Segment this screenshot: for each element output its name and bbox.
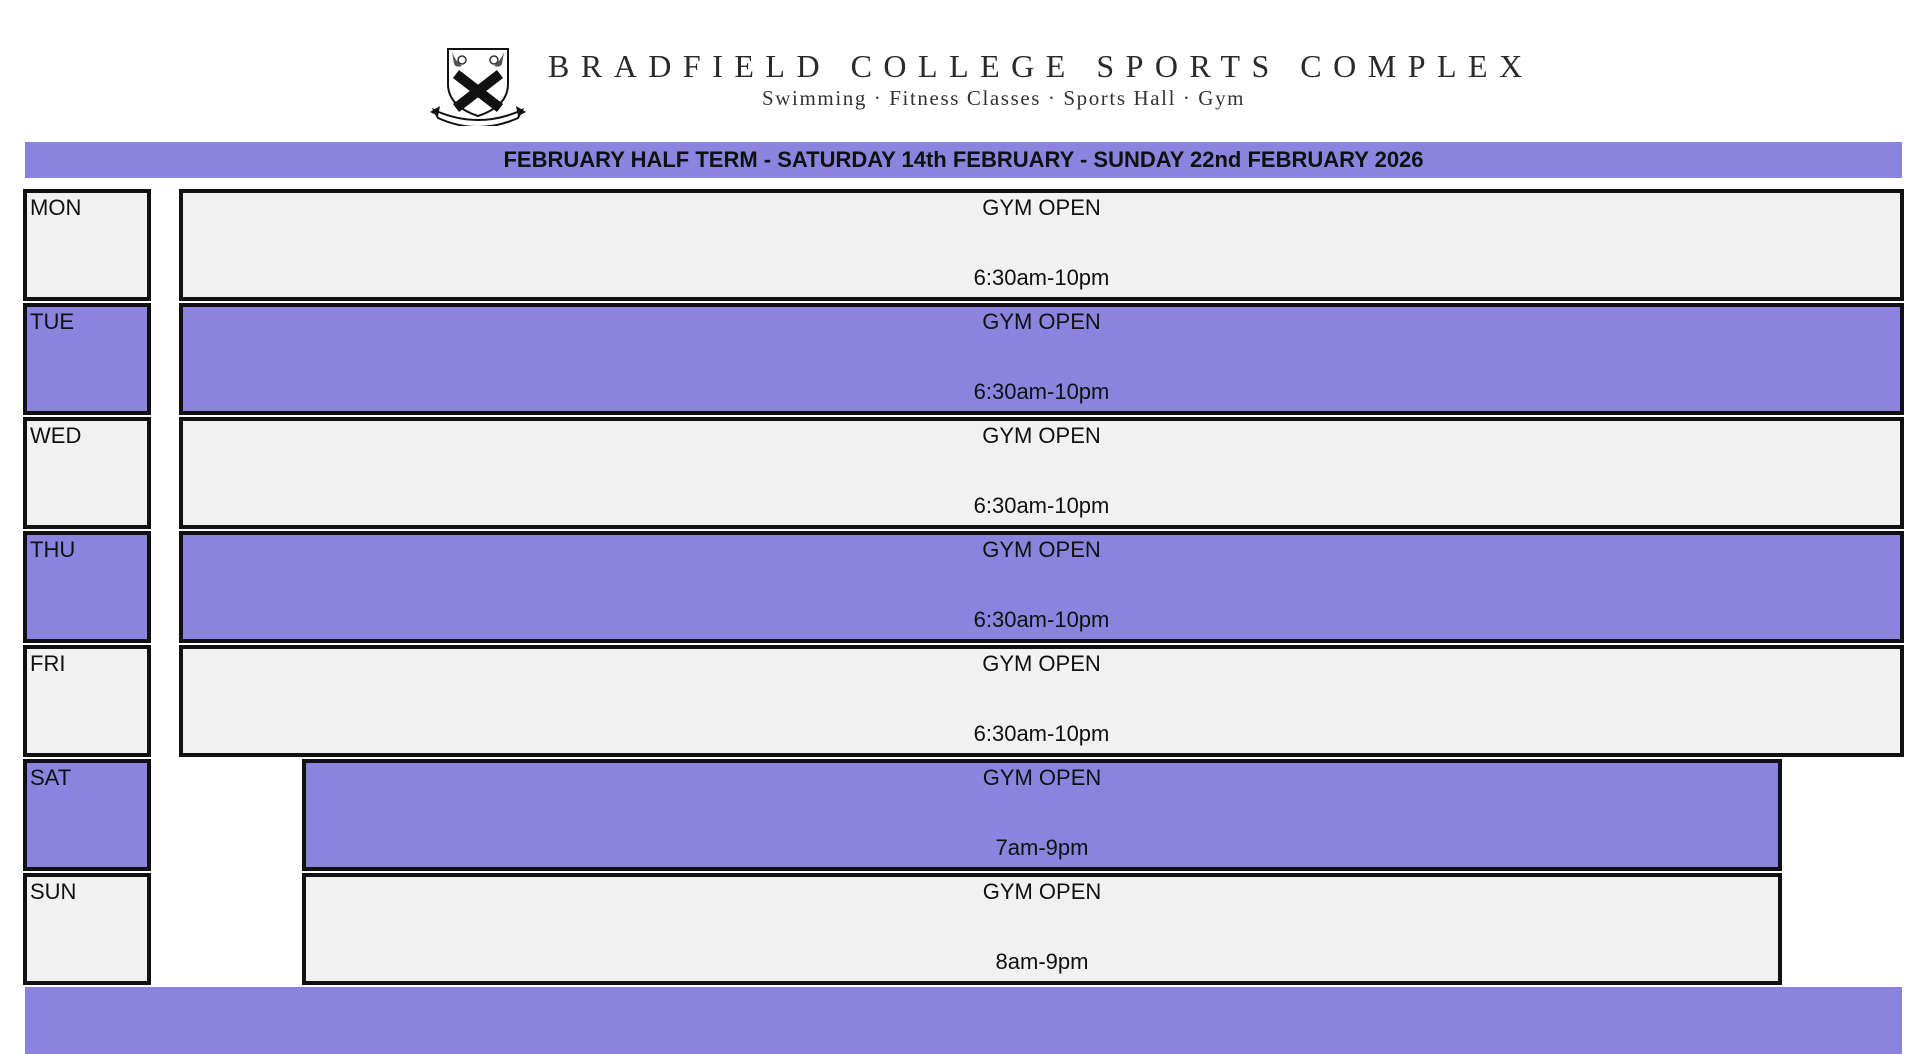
page-header (0, 0, 1920, 140)
day-box-mon (23, 189, 151, 301)
day-label: SUN (30, 879, 77, 904)
slot-hours: 6:30am-10pm (973, 607, 1110, 632)
day-label: SAT (30, 765, 72, 790)
slot-hours: 6:30am-10pm (973, 493, 1110, 518)
schedule-slot-wed (179, 417, 1904, 529)
slot-hours: 6:30am-10pm (973, 379, 1110, 404)
day-label: FRI (30, 651, 66, 676)
slot-activity: GYM OPEN (982, 309, 1101, 334)
day-label: WED (30, 423, 82, 448)
day-box-tue (23, 303, 151, 415)
slot-hours: 7am-9pm (995, 835, 1089, 860)
slot-activity: GYM OPEN (982, 651, 1101, 676)
schedule-slot-sat (302, 759, 1782, 871)
term-title-bar: FEBRUARY HALF TERM - SATURDAY 14th FEBRUARY - SUNDAY 22nd FEBRUARY 2026 (25, 142, 1902, 178)
day-box-wed (23, 417, 151, 529)
day-label: THU (30, 537, 76, 562)
slot-hours: 6:30am-10pm (973, 721, 1110, 746)
schedule-slot-mon (179, 189, 1904, 301)
day-box-sun (23, 873, 151, 985)
schedule-slot-tue (179, 303, 1904, 415)
slot-activity: GYM OPEN (982, 537, 1101, 562)
college-crest-logo (428, 44, 528, 126)
slot-activity: GYM OPEN (982, 195, 1101, 220)
brand-title: BRADFIELD COLLEGE SPORTS COMPLEX (548, 48, 1534, 84)
slot-hours: 8am-9pm (995, 949, 1089, 974)
schedule-slot-sun (302, 873, 1782, 985)
brand-subtitle: Swimming · Fitness Classes · Sports Hall · Gym (762, 86, 1246, 110)
footer-bar (25, 987, 1902, 1054)
slot-activity: GYM OPEN (982, 423, 1101, 448)
day-label: MON (30, 195, 82, 220)
day-box-thu (23, 531, 151, 643)
day-box-fri (23, 645, 151, 757)
slot-activity: GYM OPEN (982, 879, 1102, 904)
slot-activity: GYM OPEN (982, 765, 1102, 790)
schedule-slot-thu (179, 531, 1904, 643)
day-box-sat (23, 759, 151, 871)
slot-hours: 6:30am-10pm (973, 265, 1110, 290)
day-label: TUE (30, 309, 74, 334)
schedule-slot-fri (179, 645, 1904, 757)
